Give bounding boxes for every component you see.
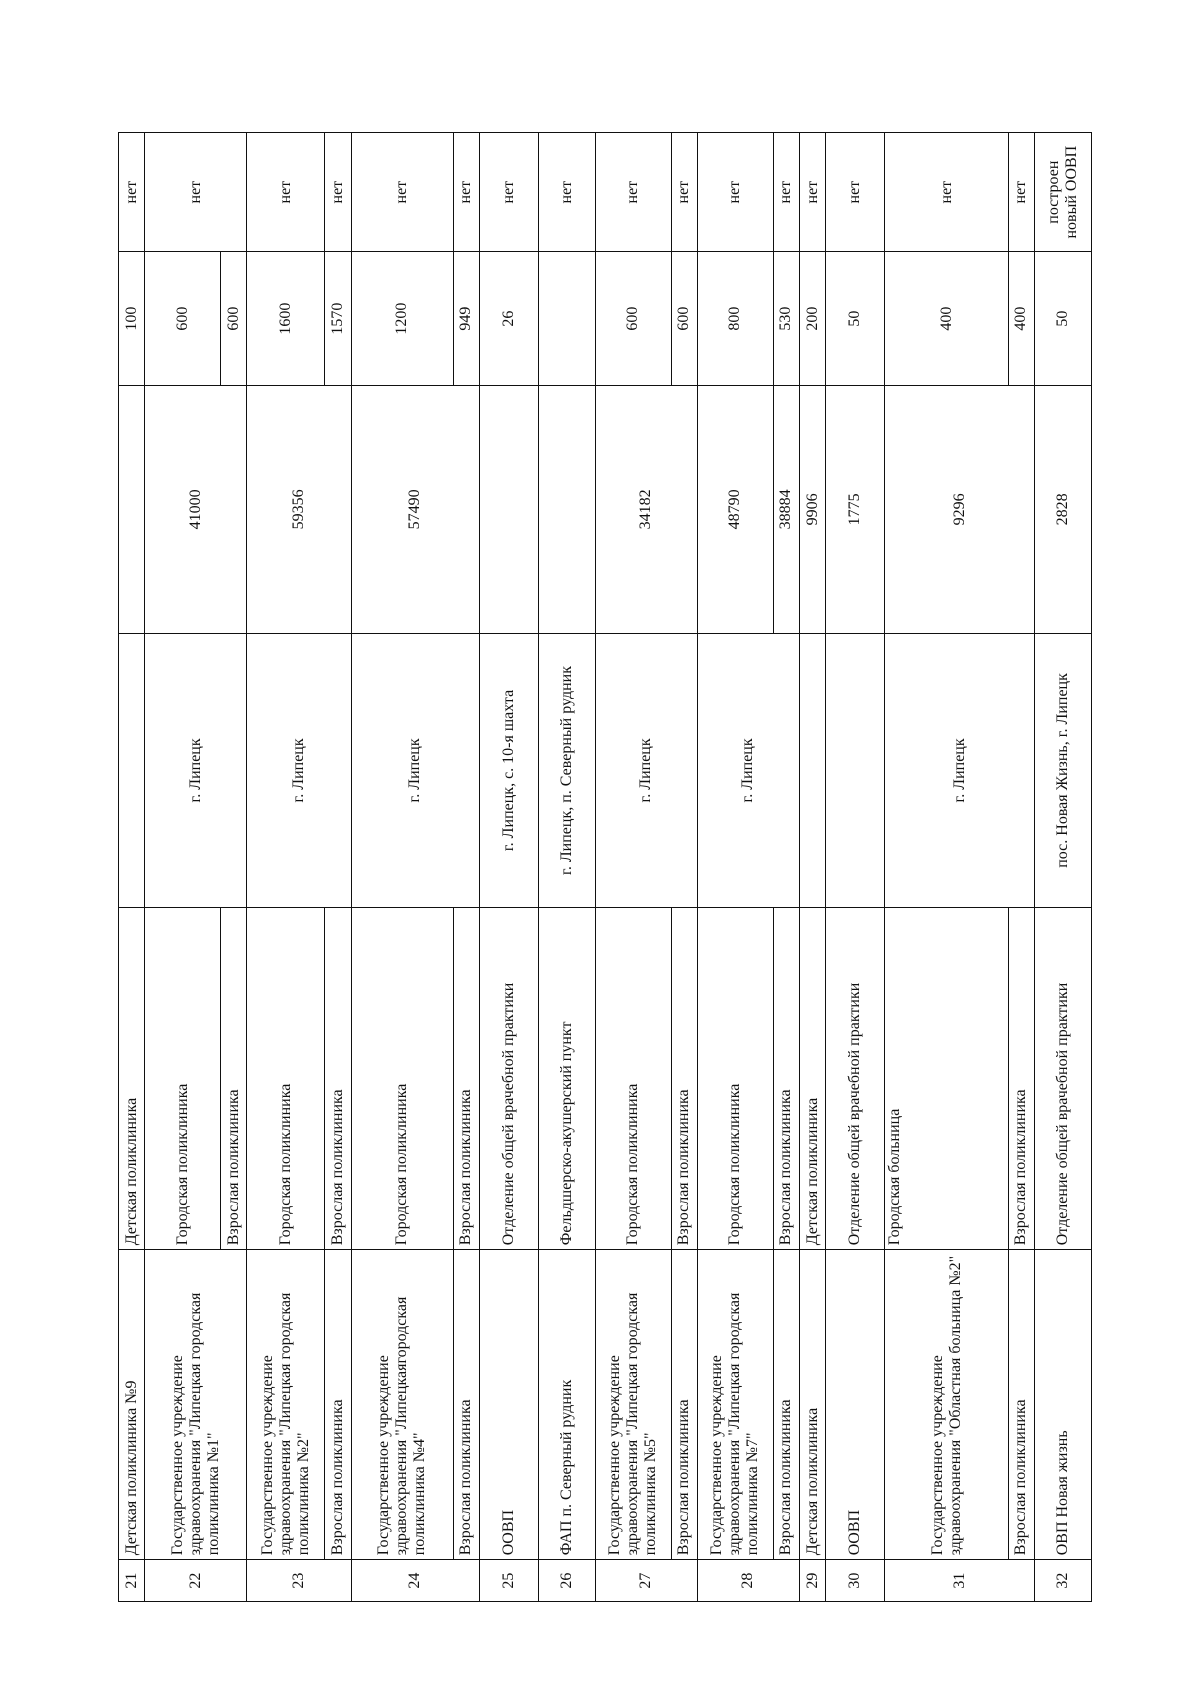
location: г. Липецк (885, 633, 1034, 907)
location: пос. Новая Жизнь, г. Липецк (1034, 633, 1091, 907)
unit-type: Городская поликлиника (247, 908, 325, 1250)
table-row (479, 133, 538, 1602)
population: 41000 (145, 385, 247, 633)
row-number: 22 (145, 1560, 247, 1602)
capacity: 26 (479, 252, 538, 386)
capacity: 530 (773, 252, 799, 386)
status: нет (351, 133, 453, 252)
status: нет (119, 133, 145, 252)
row-number: 24 (351, 1560, 479, 1602)
table-row (885, 133, 1008, 1602)
status: нет (826, 133, 885, 252)
location: г. Липецк, п. Северный рудник (538, 633, 595, 907)
institution-name: Государственное учреждение здравоохранения "Липецкая городская поликлиника №1" (145, 1250, 247, 1560)
unit-type: Городская больница (885, 908, 1008, 1250)
institution-name: Государственное учреждение здравоохранения "Липецкая городская поликлиника №5" (595, 1250, 671, 1560)
unit-type: Детская поликлиника (119, 908, 145, 1250)
unit-type: Взрослая поликлиника (221, 908, 247, 1250)
status: нет (1008, 133, 1034, 252)
population: 48790 (697, 385, 773, 633)
population: 34182 (595, 385, 697, 633)
unit-type: Городская поликлиника (697, 908, 773, 1250)
population (538, 385, 595, 633)
population (119, 385, 145, 633)
unit-type: Взрослая поликлиника (671, 908, 697, 1250)
location: г. Липецк (247, 633, 351, 907)
population: 57490 (351, 385, 479, 633)
status: нет (479, 133, 538, 252)
unit-type: Городская поликлиника (595, 908, 671, 1250)
unit-type: Фельдшерско-акушерский пункт (538, 908, 595, 1250)
status: нет (145, 133, 247, 252)
institution-name: Детская поликлиника №9 (119, 1250, 145, 1560)
location: г. Липецк (145, 633, 247, 907)
institution-name: ООВП (479, 1250, 538, 1560)
table-row (145, 133, 221, 1602)
institution-name: Детская поликлиника (800, 1250, 826, 1560)
institution-name: Государственное учреждение здравоохранения "Областная больница №2" (885, 1250, 1008, 1560)
capacity: 1200 (351, 252, 453, 386)
unit-type: Отделение общей врачебной практики (1034, 908, 1091, 1250)
population: 2828 (1034, 385, 1091, 633)
capacity: 50 (1034, 252, 1091, 386)
institution-name: Государственное учреждение здравоохранения "Липецкаягородская поликлиника №4" (351, 1250, 453, 1560)
table-row (826, 133, 885, 1602)
population: 9296 (885, 385, 1034, 633)
row-number: 25 (479, 1560, 538, 1602)
population: 38884 (773, 385, 799, 633)
row-number: 26 (538, 1560, 595, 1602)
status: нет (538, 133, 595, 252)
unit-type: Городская поликлиника (145, 908, 221, 1250)
capacity: 100 (119, 252, 145, 386)
institution-name: Взрослая поликлиника (773, 1250, 799, 1560)
table-row (538, 133, 595, 1602)
population (479, 385, 538, 633)
facilities-table (118, 132, 1092, 1602)
unit-type: Городская поликлиника (351, 908, 453, 1250)
unit-type: Взрослая поликлиника (773, 908, 799, 1250)
location: г. Липецк, с. 10-я шахта (479, 633, 538, 907)
location: г. Липецк (351, 633, 479, 907)
table-row (1034, 133, 1091, 1602)
capacity: 600 (671, 252, 697, 386)
row-number: 23 (247, 1560, 351, 1602)
table-row (697, 133, 773, 1602)
capacity: 600 (595, 252, 671, 386)
institution-name: Взрослая поликлиника (671, 1250, 697, 1560)
location (119, 633, 145, 907)
capacity: 1570 (325, 252, 351, 386)
institution-name: ФАП п. Северный рудник (538, 1250, 595, 1560)
unit-type: Отделение общей врачебной практики (826, 908, 885, 1250)
row-number: 27 (595, 1560, 697, 1602)
capacity: 400 (885, 252, 1008, 386)
row-number: 32 (1034, 1560, 1091, 1602)
population: 9906 (800, 385, 826, 633)
row-number: 28 (697, 1560, 799, 1602)
institution-name: ООВП (826, 1250, 885, 1560)
status: нет (325, 133, 351, 252)
population: 1775 (826, 385, 885, 633)
unit-type: Детская поликлиника (800, 908, 826, 1250)
location: г. Липецк (595, 633, 697, 907)
population: 59356 (247, 385, 351, 633)
table-row (595, 133, 671, 1602)
status: нет (671, 133, 697, 252)
institution-name: Взрослая поликлиника (453, 1250, 479, 1560)
status: нет (885, 133, 1008, 252)
institution-name: Взрослая поликлиника (325, 1250, 351, 1560)
status: нет (800, 133, 826, 252)
capacity: 949 (453, 252, 479, 386)
capacity: 800 (697, 252, 773, 386)
row-number: 31 (885, 1560, 1034, 1602)
rotated-table-wrapper (118, 132, 1092, 1602)
status: нет (773, 133, 799, 252)
row-number: 21 (119, 1560, 145, 1602)
row-number: 29 (800, 1560, 826, 1602)
capacity: 600 (145, 252, 221, 386)
unit-type: Взрослая поликлиника (453, 908, 479, 1250)
institution-name: Государственное учреждение здравоохранения "Липецкая городская поликлиника №2" (247, 1250, 325, 1560)
table-row (247, 133, 325, 1602)
table-row (119, 133, 145, 1602)
status: нет (595, 133, 671, 252)
capacity: 50 (826, 252, 885, 386)
unit-type: Взрослая поликлиника (1008, 908, 1034, 1250)
unit-type: Взрослая поликлиника (325, 908, 351, 1250)
institution-name: ОВП Новая жизнь (1034, 1250, 1091, 1560)
institution-name: Взрослая поликлиника (1008, 1250, 1034, 1560)
status: нет (697, 133, 773, 252)
capacity: 200 (800, 252, 826, 386)
status: нет (453, 133, 479, 252)
status: нет (247, 133, 325, 252)
capacity (538, 252, 595, 386)
capacity: 600 (221, 252, 247, 386)
institution-name: Государственное учреждение здравоохранения "Липецкая городская поликлиника №7" (697, 1250, 773, 1560)
capacity: 400 (1008, 252, 1034, 386)
table-row (351, 133, 453, 1602)
unit-type: Отделение общей врачебной практики (479, 908, 538, 1250)
location: г. Липецк (697, 633, 799, 907)
location (826, 633, 885, 907)
location (800, 633, 826, 907)
capacity: 1600 (247, 252, 325, 386)
table-row (800, 133, 826, 1602)
status: построен новый ООВП (1034, 133, 1091, 252)
row-number: 30 (826, 1560, 885, 1602)
